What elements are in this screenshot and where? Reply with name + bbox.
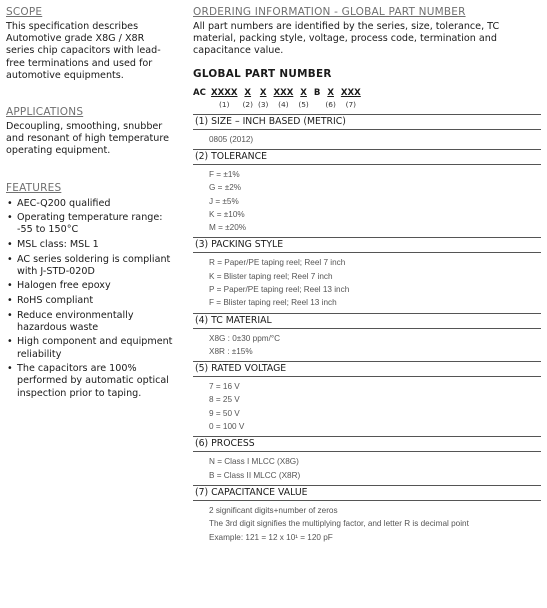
feature-text: AEC-Q200 qualified — [17, 197, 111, 209]
feature-item — [6, 363, 174, 400]
features-list — [6, 198, 174, 400]
section-line: 9 = 50 V — [209, 408, 240, 418]
section-line: G = ±2% — [209, 183, 242, 193]
part-code-index: (3) — [257, 99, 269, 109]
part-code-index: (5) — [298, 99, 309, 109]
features-heading: FEATURES — [6, 181, 62, 194]
section-title: (5) RATED VOLTAGE — [193, 361, 541, 377]
part-code: X — [327, 87, 334, 98]
feature-item — [6, 310, 174, 334]
ordering-sections — [193, 114, 541, 547]
section-line: P = Paper/PE taping reel; Reel 13 inch — [209, 284, 350, 294]
section-line: B = Class II MLCC (X8R) — [209, 470, 301, 480]
part-code: X — [244, 87, 252, 98]
part-code-segment — [341, 88, 361, 109]
bullet-icon: • — [7, 363, 13, 375]
feature-text: The capacitors are 100% performed by automatic optical inspection prior to taping. — [17, 363, 169, 399]
part-code-segment — [325, 88, 335, 109]
ordering-section — [193, 436, 541, 485]
section-title: (1) SIZE – INCH BASED (METRIC) — [193, 114, 541, 130]
section-line: 8 = 25 V — [209, 395, 240, 405]
section-line: R = Paper/PE taping reel; Reel 7 inch — [209, 258, 346, 268]
section-line: K = Blister taping reel; Reel 7 inch — [209, 271, 333, 281]
part-code: X — [300, 87, 307, 98]
part-code-segment — [298, 88, 308, 109]
section-line: 0805 (2012) — [209, 134, 254, 144]
ordering-section — [193, 149, 541, 237]
section-line: F = ±1% — [209, 169, 240, 179]
part-code: XXX — [273, 87, 294, 98]
section-line: 2 significant digits+number of zeros — [209, 505, 338, 515]
section-title: (7) CAPACITANCE VALUE — [193, 485, 541, 501]
ordering-section — [193, 485, 541, 547]
part-code-segment — [242, 88, 252, 109]
feature-text: Reduce environmentally hazardous waste — [17, 309, 134, 333]
applications-heading: APPLICATIONS — [6, 106, 84, 119]
section-line: Example: 121 = 12 x 10¹ = 120 pF — [209, 532, 333, 542]
part-code-index: (2) — [242, 99, 253, 109]
feature-text: Halogen free epoxy — [17, 280, 111, 292]
bullet-icon: • — [7, 197, 13, 209]
section-line: 7 = 16 V — [209, 382, 240, 392]
part-code: XXX — [340, 87, 361, 98]
section-line: X8G : 0±30 ppm/°C — [209, 333, 281, 343]
section-line: J = ±5% — [209, 196, 239, 206]
section-line: N = Class I MLCC (X8G) — [209, 457, 299, 467]
section-line: 0 = 100 V — [209, 422, 245, 432]
feature-item — [6, 198, 174, 210]
feature-text: MSL class: MSL 1 — [17, 239, 99, 251]
part-code-segment — [211, 88, 238, 109]
part-code-index: (7) — [345, 99, 357, 109]
section-line: M = ±20% — [209, 223, 247, 233]
part-code: X — [259, 87, 267, 98]
feature-item — [6, 336, 174, 360]
section-line: K = ±10% — [209, 209, 245, 219]
part-code-index: (1) — [218, 99, 230, 109]
part-code-segment — [314, 88, 321, 100]
part-code: AC — [193, 87, 206, 98]
section-line: F = Blister taping reel; Reel 13 inch — [209, 298, 337, 308]
ordering-section — [193, 237, 541, 312]
ordering-intro: All part numbers are identified by the series, size, tolerance, TC material, packing style, voltage, process code, termination and capacitance value. — [193, 21, 500, 57]
ordering-section — [193, 361, 541, 436]
bullet-icon: • — [7, 295, 13, 306]
part-code-segment — [273, 88, 293, 109]
part-code-index: (4) — [278, 99, 289, 109]
bullet-icon: • — [7, 212, 13, 224]
section-title: (3) PACKING STYLE — [193, 237, 541, 253]
gpn-title: GLOBAL PART NUMBER — [193, 67, 332, 80]
part-number-template — [193, 88, 541, 114]
applications-text: Decoupling, smoothing, snubber and resonant of high temperature operating equipment. — [6, 121, 170, 157]
feature-text: Operating temperature range: -55 to 150°C — [17, 212, 163, 236]
feature-item — [6, 295, 174, 307]
section-title: (6) PROCESS — [193, 436, 541, 452]
feature-item — [6, 212, 174, 236]
ordering-section — [193, 114, 541, 149]
scope-text: This specification describes Automotive grade X8G / X8R series chip capacitors with lead-free terminations and used for automotive equipments. — [6, 21, 161, 81]
bullet-icon: • — [7, 336, 13, 348]
feature-text: AC series soldering is compliant with J-STD-020D — [17, 253, 171, 277]
feature-item — [6, 239, 174, 251]
feature-item — [6, 254, 174, 278]
scope-heading: SCOPE — [6, 6, 43, 18]
bullet-icon: • — [7, 239, 13, 251]
part-code: B — [313, 87, 321, 98]
part-code-index: (6) — [325, 99, 336, 109]
section-title: (4) TC MATERIAL — [193, 313, 541, 329]
section-title: (2) TOLERANCE — [193, 149, 541, 165]
part-code-segment — [193, 88, 206, 100]
part-code: XXXX — [210, 87, 238, 98]
feature-item — [6, 280, 174, 292]
part-code-segment — [258, 88, 268, 109]
ordering-section — [193, 313, 541, 362]
bullet-icon: • — [7, 280, 13, 292]
ordering-heading: ORDERING INFORMATION - GLOBAL PART NUMBER — [193, 6, 466, 18]
feature-text: High component and equipment reliability — [17, 336, 173, 360]
feature-text: RoHS compliant — [17, 295, 94, 306]
left-column — [6, 6, 174, 402]
right-column — [193, 6, 541, 547]
bullet-icon: • — [7, 309, 13, 321]
section-line: X8R : ±15% — [209, 346, 253, 356]
section-line: The 3rd digit signifies the multiplying factor, and letter R is decimal point — [209, 519, 469, 529]
bullet-icon: • — [7, 253, 13, 265]
